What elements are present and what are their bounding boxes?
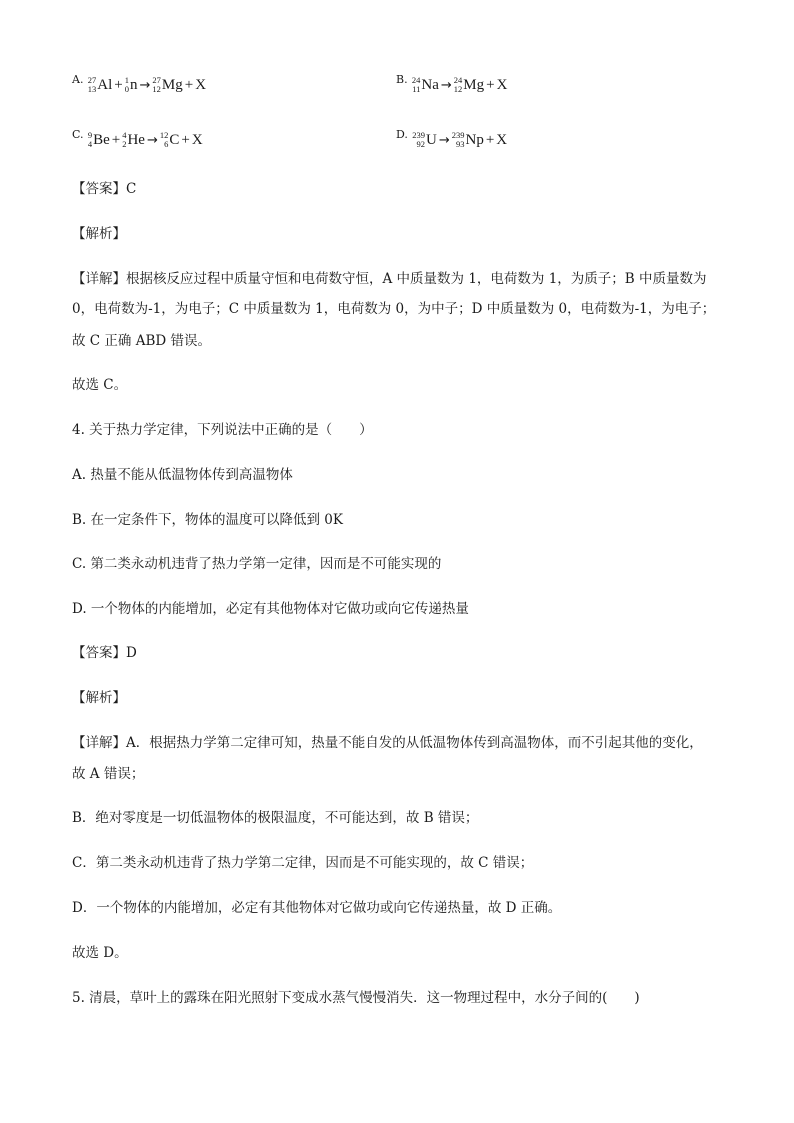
charge-number: 11 <box>412 84 421 94</box>
element-symbol: He <box>127 131 145 148</box>
mass-number: 239 <box>451 130 465 140</box>
detail-line <box>72 731 703 751</box>
nuclear-equation <box>412 76 508 94</box>
element-symbol: X <box>195 76 207 93</box>
nuclide <box>454 76 484 94</box>
element-symbol: Mg <box>463 76 485 93</box>
nuclide-scripts <box>125 76 129 94</box>
mass-number: 9 <box>87 130 93 140</box>
option-label: A. <box>72 73 84 86</box>
conclusion: 故选 C。 <box>72 377 128 393</box>
answer-value: D <box>126 645 137 661</box>
nuclide <box>412 131 437 149</box>
answer-tag: 【答案】 <box>72 181 126 197</box>
element-symbol: C <box>169 131 180 148</box>
detail-text: 根据核反应过程中质量守恒和电荷数守恒，A 中质量数为 1，电荷数为 1，为质子；B 中质量数为 <box>126 271 707 287</box>
plus-sign: + <box>114 76 123 93</box>
option-d: D. 一个物体的内能增加，必定有其他物体对它做功或向它传递热量 <box>72 601 469 617</box>
plus-sign: + <box>184 76 194 93</box>
nuclide <box>88 131 110 149</box>
answer-tag: 【答案】 <box>72 645 126 661</box>
detail-line: D．一个物体的内能增加，必定有其他物体对它做功或向它传递热量，故 D 正确。 <box>72 900 562 916</box>
detail-text: A．根据热力学第二定律可知，热量不能自发的从低温物体传到高温物体，而不引起其他的变化， <box>126 735 703 751</box>
charge-number: 4 <box>87 139 93 149</box>
analysis-heading: 【解析】 <box>72 690 126 706</box>
charge-number: 92 <box>416 139 425 149</box>
detail-line: B．绝对零度是一切低温物体的极限温度，不可能达到，故 B 错误； <box>72 810 479 826</box>
nuclide-scripts <box>412 76 421 94</box>
nuclide <box>122 131 145 149</box>
answer-value: C <box>126 181 137 197</box>
reaction-arrow: → <box>139 77 151 93</box>
nuclide <box>160 131 180 149</box>
element-symbol: Np <box>465 131 484 148</box>
plus-sign: + <box>485 131 495 148</box>
nuclide-scripts <box>454 76 463 94</box>
nuclear-equation <box>88 76 206 94</box>
element-symbol: Al <box>97 76 113 93</box>
nuclide <box>88 76 113 94</box>
element-symbol: n <box>129 76 138 93</box>
answer-line <box>72 177 136 197</box>
plus-sign: + <box>486 76 495 93</box>
option-b <box>396 71 507 94</box>
charge-number: 2 <box>122 139 127 149</box>
option-d <box>396 126 507 149</box>
element-symbol: X <box>496 131 508 148</box>
option-c <box>72 126 203 149</box>
nuclide-scripts <box>160 131 169 149</box>
question-stem: 4. 关于热力学定律，下列说法中正确的是（ ） <box>72 422 373 438</box>
option-label: B. <box>396 73 408 86</box>
nuclide <box>152 76 182 94</box>
nuclide <box>496 132 507 149</box>
element-symbol: U <box>425 131 437 148</box>
mass-number: 27 <box>87 75 97 85</box>
nuclide-scripts <box>88 131 92 149</box>
element-symbol: Mg <box>161 76 183 93</box>
option-a: A. 热量不能从低温物体传到高温物体 <box>72 467 293 483</box>
question-stem: 5. 清晨，草叶上的露珠在阳光照射下变成水蒸气慢慢消失．这一物理过程中，水分子间的( ) <box>72 990 640 1006</box>
nuclide-scripts <box>452 131 465 149</box>
nuclide-scripts <box>152 76 161 94</box>
charge-number: 6 <box>164 139 169 149</box>
answer-line <box>72 641 137 661</box>
nuclide <box>497 77 508 94</box>
analysis-heading: 【解析】 <box>72 226 126 242</box>
option-label: D. <box>396 128 408 141</box>
charge-number: 12 <box>152 84 161 94</box>
charge-number: 12 <box>453 84 463 94</box>
nuclide <box>195 77 206 94</box>
nuclide <box>192 132 203 149</box>
option-a <box>72 71 206 94</box>
detail-tag: 【详解】 <box>72 735 126 751</box>
mass-number: 12 <box>159 130 169 140</box>
plus-sign: + <box>111 131 121 148</box>
option-c: C. 第二类永动机违背了热力学第一定律，因而是不可能实现的 <box>72 556 442 572</box>
element-symbol: X <box>191 131 203 148</box>
conclusion: 故选 D。 <box>72 945 128 961</box>
option-label: C. <box>72 128 84 141</box>
nuclear-equation <box>412 131 507 149</box>
mass-number: 4 <box>122 130 127 140</box>
mass-number: 24 <box>411 75 421 85</box>
mass-number: 24 <box>453 75 463 85</box>
detail-tag: 【详解】 <box>72 271 126 287</box>
nuclide-scripts <box>88 76 97 94</box>
charge-number: 0 <box>124 84 129 94</box>
detail-line: 0，电荷数为-1，为电子；C 中质量数为 1，电荷数为 0，为中子；D 中质量数为 0，电荷数为-1，为电子； <box>72 301 716 317</box>
nuclide-scripts <box>412 131 425 149</box>
option-b: B. 在一定条件下，物体的温度可以降低到 0K <box>72 512 343 528</box>
plus-sign: + <box>181 131 190 148</box>
element-symbol: X <box>496 76 508 93</box>
nuclide-scripts <box>122 131 126 149</box>
mass-number: 27 <box>152 75 161 85</box>
charge-number: 93 <box>455 139 465 149</box>
element-symbol: Be <box>93 131 110 148</box>
detail-line: C．第二类永动机违背了热力学第二定律，因而是不可能实现的，故 C 错误； <box>72 855 534 871</box>
charge-number: 13 <box>87 84 97 94</box>
reaction-arrow: → <box>440 77 452 93</box>
nuclide <box>412 76 439 94</box>
nuclear-equation <box>88 131 203 149</box>
nuclide <box>125 76 138 94</box>
reaction-arrow: → <box>438 132 450 148</box>
mass-number: 239 <box>412 130 425 140</box>
mass-number: 1 <box>124 75 129 85</box>
detail-line <box>72 267 707 287</box>
detail-line: 故 C 正确 ABD 错误。 <box>72 333 211 349</box>
element-symbol: Na <box>421 76 439 93</box>
reaction-arrow: → <box>146 132 158 148</box>
nuclide <box>452 131 484 149</box>
detail-line: 故 A 错误； <box>72 766 145 782</box>
